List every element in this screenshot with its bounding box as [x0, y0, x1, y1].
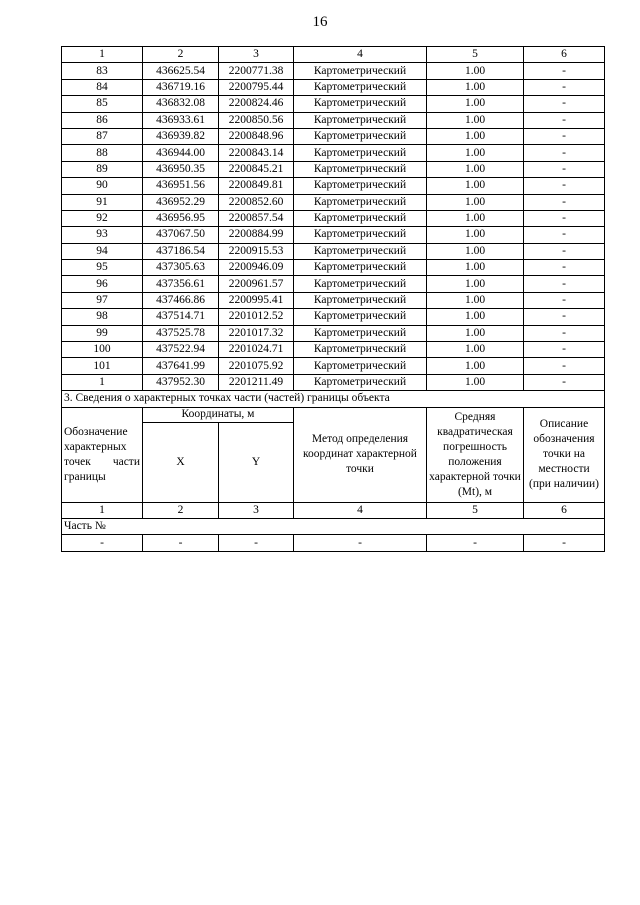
cell-point-number: 101 — [62, 358, 143, 374]
cell-accuracy: 1.00 — [427, 194, 524, 210]
cell-coord-y: 2201017.32 — [219, 325, 294, 341]
table-row — [62, 178, 605, 194]
cell-method: Картометрический — [294, 260, 427, 276]
table1-header-cell: 4 — [294, 47, 427, 63]
cell-coord-y: 2200849.81 — [219, 178, 294, 194]
cell-coord-y: 2201012.52 — [219, 309, 294, 325]
cell-accuracy: 1.00 — [427, 161, 524, 177]
section3-body — [62, 391, 605, 552]
empty-cell: - — [143, 535, 219, 551]
cell-description: - — [524, 63, 605, 79]
cell-accuracy: 1.00 — [427, 325, 524, 341]
cell-point-number: 97 — [62, 292, 143, 308]
section3-number-row — [62, 502, 605, 518]
header-x: X — [143, 422, 219, 502]
table-row — [62, 342, 605, 358]
empty-cell: - — [524, 535, 605, 551]
cell-accuracy: 1.00 — [427, 309, 524, 325]
section3-number-cell: 3 — [219, 502, 294, 518]
cell-method: Картометрический — [294, 128, 427, 144]
cell-description: - — [524, 342, 605, 358]
cell-coord-x: 437356.61 — [143, 276, 219, 292]
cell-coord-x: 437525.78 — [143, 325, 219, 341]
cell-point-number: 96 — [62, 276, 143, 292]
cell-point-number: 94 — [62, 243, 143, 259]
cell-coord-x: 436944.00 — [143, 145, 219, 161]
cell-method: Картометрический — [294, 243, 427, 259]
cell-method: Картометрический — [294, 309, 427, 325]
cell-accuracy: 1.00 — [427, 79, 524, 95]
header-method: Метод определения координат характерной точки — [294, 407, 427, 502]
cell-accuracy: 1.00 — [427, 243, 524, 259]
table1-header-row — [62, 47, 605, 63]
cell-accuracy: 1.00 — [427, 358, 524, 374]
cell-coord-x: 436939.82 — [143, 128, 219, 144]
table1-header-cell: 2 — [143, 47, 219, 63]
cell-description: - — [524, 276, 605, 292]
cell-description: - — [524, 161, 605, 177]
cell-coord-x: 437466.86 — [143, 292, 219, 308]
cell-point-number: 86 — [62, 112, 143, 128]
cell-description: - — [524, 243, 605, 259]
boundary-points-table — [61, 46, 605, 552]
cell-coord-y: 2200961.57 — [219, 276, 294, 292]
cell-point-number: 91 — [62, 194, 143, 210]
table-row — [62, 292, 605, 308]
cell-point-number: 99 — [62, 325, 143, 341]
cell-method: Картометрический — [294, 161, 427, 177]
cell-method: Картометрический — [294, 178, 427, 194]
table-row — [62, 210, 605, 226]
empty-cell: - — [427, 535, 524, 551]
cell-coord-y: 2201211.49 — [219, 374, 294, 390]
cell-method: Картометрический — [294, 96, 427, 112]
cell-coord-x: 436933.61 — [143, 112, 219, 128]
table-row — [62, 260, 605, 276]
cell-method: Картометрический — [294, 374, 427, 390]
cell-method: Картометрический — [294, 227, 427, 243]
cell-coord-x: 437067.50 — [143, 227, 219, 243]
cell-description: - — [524, 210, 605, 226]
cell-coord-y: 2201075.92 — [219, 358, 294, 374]
cell-method: Картометрический — [294, 325, 427, 341]
empty-cell: - — [294, 535, 427, 551]
header-coordinates: Координаты, м — [143, 407, 294, 422]
cell-method: Картометрический — [294, 194, 427, 210]
cell-coord-x: 437186.54 — [143, 243, 219, 259]
page-number: 16 — [312, 14, 328, 30]
cell-accuracy: 1.00 — [427, 210, 524, 226]
cell-coord-x: 436719.16 — [143, 79, 219, 95]
cell-coord-y: 2201024.71 — [219, 342, 294, 358]
cell-coord-x: 437522.94 — [143, 342, 219, 358]
cell-accuracy: 1.00 — [427, 227, 524, 243]
table-row — [62, 243, 605, 259]
cell-coord-y: 2200995.41 — [219, 292, 294, 308]
cell-description: - — [524, 145, 605, 161]
cell-point-number: 1 — [62, 374, 143, 390]
cell-method: Картометрический — [294, 63, 427, 79]
section3-title: 3. Сведения о характерных точках части (частей) границы объекта — [62, 391, 605, 407]
cell-point-number: 92 — [62, 210, 143, 226]
table-row — [62, 309, 605, 325]
cell-point-number: 95 — [62, 260, 143, 276]
cell-coord-x: 437952.30 — [143, 374, 219, 390]
section3-part-row — [62, 518, 605, 534]
section3-number-cell: 1 — [62, 502, 143, 518]
cell-description: - — [524, 358, 605, 374]
section3-title-row — [62, 391, 605, 407]
cell-coord-x: 436956.95 — [143, 210, 219, 226]
table-row — [62, 145, 605, 161]
cell-point-number: 87 — [62, 128, 143, 144]
table1-body — [62, 47, 605, 391]
cell-coord-x: 436625.54 — [143, 63, 219, 79]
cell-accuracy: 1.00 — [427, 276, 524, 292]
cell-coord-y: 2200845.21 — [219, 161, 294, 177]
cell-point-number: 98 — [62, 309, 143, 325]
cell-description: - — [524, 260, 605, 276]
table-row — [62, 79, 605, 95]
cell-coord-y: 2200850.56 — [219, 112, 294, 128]
cell-accuracy: 1.00 — [427, 342, 524, 358]
section3-number-cell: 6 — [524, 502, 605, 518]
cell-accuracy: 1.00 — [427, 96, 524, 112]
cell-coord-x: 436832.08 — [143, 96, 219, 112]
cell-point-number: 89 — [62, 161, 143, 177]
table1-header-cell: 3 — [219, 47, 294, 63]
table-row — [62, 161, 605, 177]
header-y: Y — [219, 422, 294, 502]
cell-accuracy: 1.00 — [427, 292, 524, 308]
cell-coord-x: 437305.63 — [143, 260, 219, 276]
cell-description: - — [524, 112, 605, 128]
table-row — [62, 358, 605, 374]
cell-accuracy: 1.00 — [427, 374, 524, 390]
header-point-designation: Обозначение характерных точек части границы — [62, 407, 143, 502]
cell-description: - — [524, 194, 605, 210]
cell-coord-x: 437641.99 — [143, 358, 219, 374]
table-row — [62, 325, 605, 341]
cell-description: - — [524, 128, 605, 144]
cell-method: Картометрический — [294, 79, 427, 95]
cell-method: Картометрический — [294, 342, 427, 358]
cell-coord-y: 2200915.53 — [219, 243, 294, 259]
cell-point-number: 84 — [62, 79, 143, 95]
empty-cell: - — [62, 535, 143, 551]
empty-cell: - — [219, 535, 294, 551]
cell-coord-y: 2200848.96 — [219, 128, 294, 144]
cell-description: - — [524, 325, 605, 341]
table1-header-cell: 6 — [524, 47, 605, 63]
section3-number-cell: 5 — [427, 502, 524, 518]
cell-point-number: 93 — [62, 227, 143, 243]
table-row — [62, 63, 605, 79]
cell-accuracy: 1.00 — [427, 63, 524, 79]
cell-coord-y: 2200843.14 — [219, 145, 294, 161]
cell-method: Картометрический — [294, 276, 427, 292]
cell-coord-y: 2200857.54 — [219, 210, 294, 226]
cell-method: Картометрический — [294, 358, 427, 374]
cell-point-number: 100 — [62, 342, 143, 358]
cell-coord-y: 2200824.46 — [219, 96, 294, 112]
header-accuracy: Средняя квадратическая погрешность положения характерной точки (Mt), м — [427, 407, 524, 502]
cell-description: - — [524, 309, 605, 325]
cell-description: - — [524, 374, 605, 390]
table-row — [62, 112, 605, 128]
section3-header-row-1 — [62, 407, 605, 422]
table-row — [62, 128, 605, 144]
section3-empty-row — [62, 535, 605, 551]
cell-accuracy: 1.00 — [427, 112, 524, 128]
table1-header-cell: 5 — [427, 47, 524, 63]
cell-method: Картометрический — [294, 292, 427, 308]
cell-coord-y: 2200884.99 — [219, 227, 294, 243]
cell-description: - — [524, 79, 605, 95]
table-row — [62, 374, 605, 390]
cell-coord-y: 2200771.38 — [219, 63, 294, 79]
table-row — [62, 194, 605, 210]
part-label: Часть № — [62, 518, 605, 534]
header-description: Описание обозначения точки на местности (при наличии) — [524, 407, 605, 502]
cell-coord-x: 436951.56 — [143, 178, 219, 194]
section3-number-cell: 4 — [294, 502, 427, 518]
cell-description: - — [524, 178, 605, 194]
cell-coord-y: 2200852.60 — [219, 194, 294, 210]
cell-method: Картометрический — [294, 145, 427, 161]
cell-description: - — [524, 292, 605, 308]
cell-method: Картометрический — [294, 210, 427, 226]
cell-coord-x: 436952.29 — [143, 194, 219, 210]
cell-method: Картометрический — [294, 112, 427, 128]
table-row — [62, 96, 605, 112]
cell-accuracy: 1.00 — [427, 178, 524, 194]
cell-point-number: 83 — [62, 63, 143, 79]
cell-point-number: 90 — [62, 178, 143, 194]
table-row — [62, 276, 605, 292]
cell-accuracy: 1.00 — [427, 145, 524, 161]
cell-point-number: 85 — [62, 96, 143, 112]
cell-coord-x: 437514.71 — [143, 309, 219, 325]
section3-number-cell: 2 — [143, 502, 219, 518]
cell-coord-y: 2200795.44 — [219, 79, 294, 95]
cell-coord-x: 436950.35 — [143, 161, 219, 177]
cell-point-number: 88 — [62, 145, 143, 161]
table-row — [62, 227, 605, 243]
cell-accuracy: 1.00 — [427, 260, 524, 276]
cell-accuracy: 1.00 — [427, 128, 524, 144]
cell-description: - — [524, 96, 605, 112]
table1-header-cell: 1 — [62, 47, 143, 63]
cell-coord-y: 2200946.09 — [219, 260, 294, 276]
cell-description: - — [524, 227, 605, 243]
